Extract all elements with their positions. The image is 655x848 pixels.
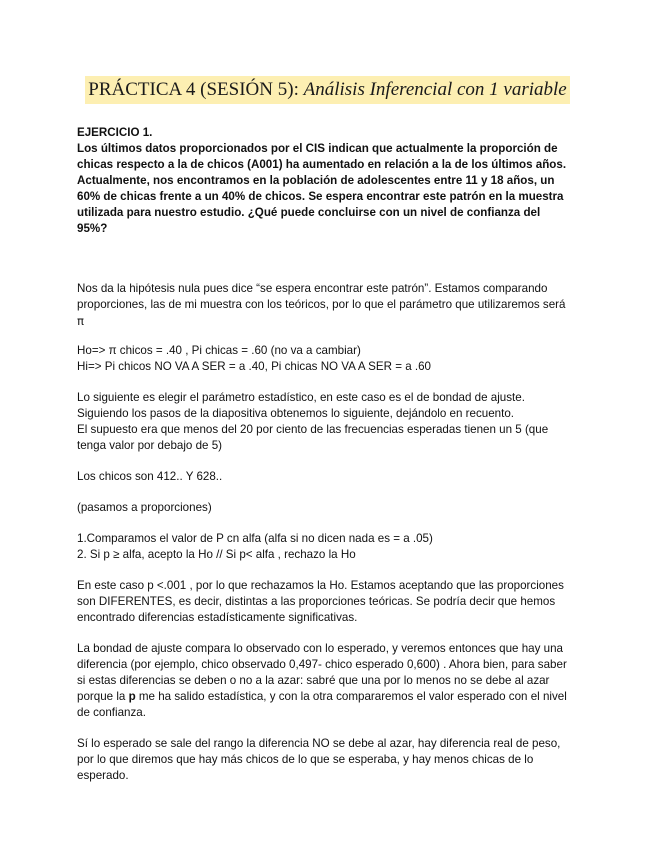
exercise-statement bbox=[77, 141, 577, 237]
pi-symbol: π bbox=[77, 314, 84, 328]
text-line: 2. Si p ≥ alfa, acepto la Ho // Si p< alfa , rechazo la Ho bbox=[77, 548, 356, 561]
text-line: proporciones, las de mi muestra con los teóricos, por lo que el parámetro que utilizaremos será bbox=[77, 298, 566, 311]
text-line: encontrado diferencias estadísticamente significativas. bbox=[77, 611, 358, 624]
text-line: si estas diferencias se deben o no a la azar: sabré que una por lo menos no se debe al azar bbox=[77, 674, 550, 687]
text-line: son DIFERENTES, es decir, distintas a las proporciones teóricas. Se podría decir que hemos bbox=[77, 595, 556, 608]
text-line: por lo que diremos que hay más chicos de lo que se esperaba, y hay menos chicas de lo bbox=[77, 753, 534, 766]
text-line: Hi=> Pi chicos NO VA A SER = a .40, Pi chicas NO VA A SER = a .60 bbox=[77, 360, 431, 373]
statement-line: Actualmente, nos encontramos en la población de adolescentes entre 11 y 18 años, un bbox=[77, 174, 555, 187]
title-main: PRÁCTICA 4 (SESIÓN 5): bbox=[88, 79, 304, 100]
statement-line: 95%? bbox=[77, 222, 108, 235]
text-line: Nos da la hipótesis nula pues dice “se espera encontrar este patrón”. Estamos comparando bbox=[77, 282, 548, 295]
text-line: Siguiendo los pasos de la diapositiva obtenemos lo siguiente, dejándolo en recuento. bbox=[77, 407, 515, 420]
paragraph-proportions bbox=[77, 500, 577, 516]
text-line: diferencia (por ejemplo, chico observado 0,497- chico esperado 0,600) . Ahora bien, para saber bbox=[77, 658, 567, 671]
bold-p: p bbox=[128, 690, 136, 703]
statement-line: utilizada para nuestro estudio. ¿Qué puede concluirse con un nivel de confianza del bbox=[77, 206, 541, 219]
document-body bbox=[77, 125, 577, 784]
text-line bbox=[77, 689, 577, 705]
text-fragment: me ha salido estadística, y con la otra compararemos el valor esperado con el nivel bbox=[135, 690, 567, 703]
text-line: Los chicos son 412.. Y 628.. bbox=[77, 470, 223, 483]
text-line: Ho=> π chicos = .40 , Pi chicas = .60 (no va a cambiar) bbox=[77, 344, 361, 357]
text-line: Sí lo esperado se sale del rango la diferencia NO se debe al azar, hay diferencia real de peso, bbox=[77, 737, 561, 750]
text-line: La bondad de ajuste compara lo observado con lo esperado, y veremos entonces que hay una bbox=[77, 642, 563, 655]
paragraph-hypotheses bbox=[77, 343, 577, 375]
page-title bbox=[85, 76, 570, 104]
title-block bbox=[0, 76, 655, 104]
text-line: tenga valor por debajo de 5) bbox=[77, 439, 223, 452]
statement-line: 60% de chicas frente a un 40% de chicos. Se espera encontrar este patrón en la muestra bbox=[77, 190, 564, 203]
text-line: de confianza. bbox=[77, 706, 146, 719]
paragraph-goodness-of-fit bbox=[77, 641, 577, 721]
paragraph-final bbox=[77, 736, 577, 784]
exercise-heading: EJERCICIO 1. bbox=[77, 126, 153, 139]
text-line: En este caso p <.001 , por lo que rechazamos la Ho. Estamos aceptando que las proporciones bbox=[77, 579, 564, 592]
text-line: El supuesto era que menos del 20 por ciento de las frecuencias esperadas tienen un 5 (que bbox=[77, 423, 549, 436]
text-line: Lo siguiente es elegir el parámetro estadístico, en este caso es el de bondad de ajuste. bbox=[77, 391, 525, 404]
paragraph-null-hypothesis bbox=[77, 281, 577, 329]
title-italic: Análisis Inferencial con 1 variable bbox=[303, 79, 567, 100]
paragraph-steps bbox=[77, 531, 577, 563]
paragraph-conclusion bbox=[77, 578, 577, 626]
text-line: esperado. bbox=[77, 769, 129, 782]
text-line: 1.Comparamos el valor de P cn alfa (alfa si no dicen nada es = a .05) bbox=[77, 532, 433, 545]
text-line: (pasamos a proporciones) bbox=[77, 501, 212, 514]
text-fragment: porque la bbox=[77, 690, 129, 703]
paragraph-statistic bbox=[77, 390, 577, 454]
statement-line: chicas respecto a la de chicos (A001) ha aumentado en relación a la de los últimos años. bbox=[77, 158, 567, 171]
paragraph-counts bbox=[77, 469, 577, 485]
statement-line: Los últimos datos proporcionados por el CIS indican que actualmente la proporción de bbox=[77, 142, 558, 155]
